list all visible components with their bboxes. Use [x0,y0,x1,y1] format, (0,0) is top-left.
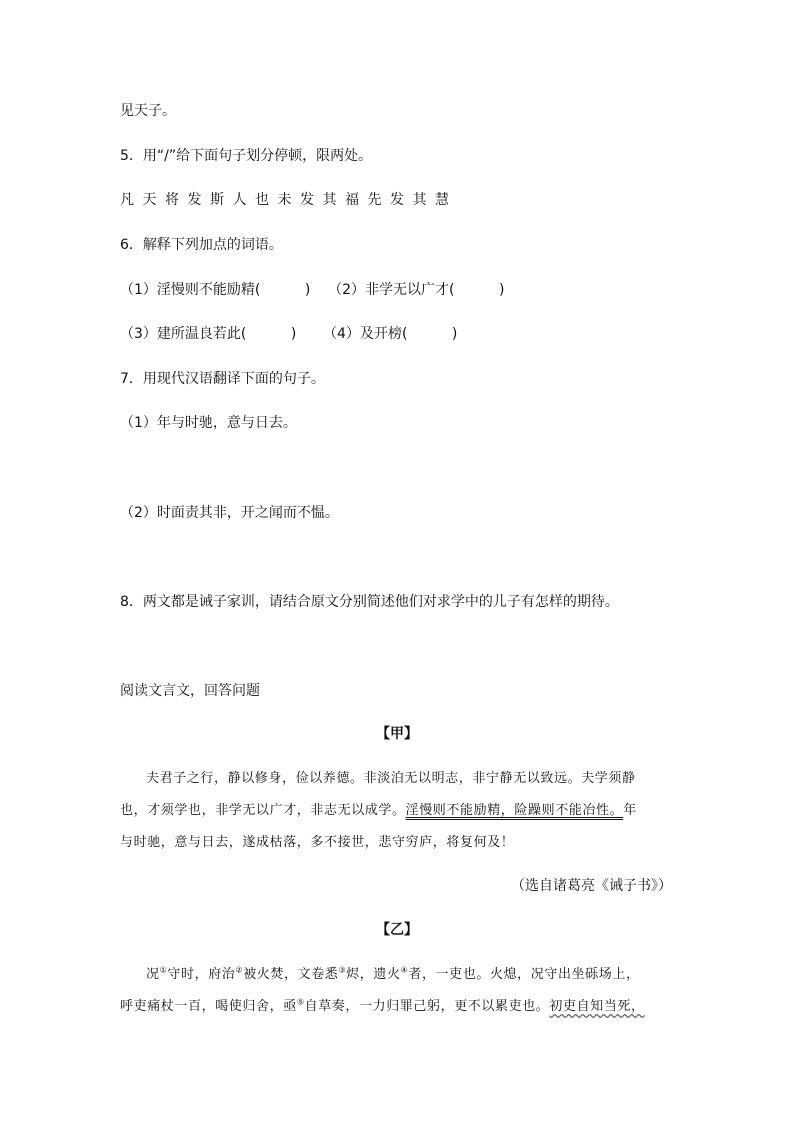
passage-jia-line-1: 夫君子之行，静以修身，俭以养德。非淡泊无以明志，非宁静无以致远。夫学须静 [146,771,636,786]
passage-yi-text: 烬，遗火 [346,967,401,982]
footnote-marker-3: ③ [338,965,347,975]
passage-yi-text: 自草奏，一力归罪己躬，更不以累吏也。 [304,999,550,1014]
passage-yi-wavy-underlined: 初吏自知当死， [549,999,645,1014]
passage-yi-text: 呼吏痛杖一百，喝使归舍，亟 [120,999,297,1014]
previous-text-tail: 见天子。 [120,103,176,119]
question-8-prompt: 8．两文都是诫子家训，请结合原文分别简述他们对求学中的儿子有怎样的期待。 [120,594,619,610]
footnote-marker-4: ④ [400,965,409,975]
question-7-prompt: 7．用现代汉语翻译下面的句子。 [120,371,325,387]
question-6-prompt: 6．解释下列加点的词语。 [120,237,283,253]
passage-jia-heading: 【甲】 [376,726,418,742]
footnote-marker-2: ② [235,965,244,975]
passage-yi-text: 者，一吏也。火熄，况守出坐砾场上， [408,967,640,982]
passage-jia-line-2-end: 年 [623,803,637,818]
passage-yi-line-1 [120,965,699,985]
passage-jia-source: （选自诸葛亮《诫子书》） [511,878,672,894]
question-5-sentence: 凡天将发斯人也未发其福先发其慧 [120,192,458,208]
passage-yi-text: 况 [146,967,160,982]
passage-yi-heading: 【乙】 [376,922,418,938]
passage-yi-line-2 [120,997,673,1017]
passage-jia-line-3: 与时驰，意与日去，遂成枯落，多不接世，悲守穷庐，将复何及！ [120,835,515,850]
question-7-item-2: （2）时面责其非，开之闻而不愠。 [120,505,339,521]
passage-jia-underlined-sentence: 淫慢则不能励精，险躁则不能冶性。 [405,803,624,818]
passage-jia-line-2 [120,801,673,821]
question-6-row-1: （1）淫慢则不能励精( ) （2）非学无以广才( ) [120,282,505,298]
passage-yi-text: 被火焚，文卷悉 [243,967,339,982]
question-5-prompt: 5．用“/”给下面句子划分停顿，限两处。 [120,148,373,164]
footnote-marker-5: ⑤ [296,997,305,1007]
footnote-marker-1: ① [159,965,168,975]
question-6-row-2: （3）建所温良若此( ) （4）及开榜( ) [120,326,458,342]
reading-instruction: 阅读文言文，回答问题 [120,683,260,699]
question-7-item-1: （1）年与时驰，意与日去。 [120,415,297,431]
passage-jia-line-2-text: 也，才须学也，非学无以广才，非志无以成学。 [120,803,406,818]
passage-yi-text: 守时，府治 [167,967,236,982]
